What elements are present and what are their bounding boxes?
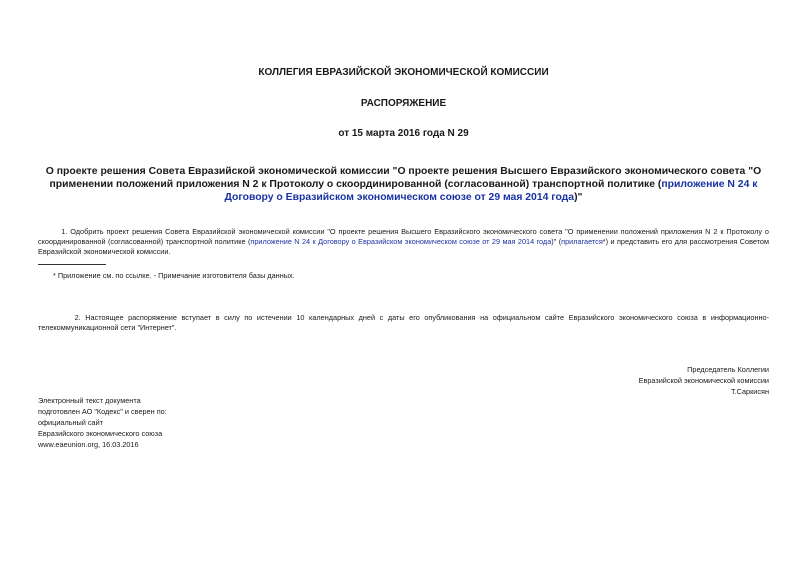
title-tail: )": [574, 192, 583, 203]
treaty-link[interactable]: приложение N 24 к Договору о Евразийском экономическом союзе от 29 мая 2014 года: [250, 237, 552, 246]
issuer-heading: КОЛЛЕГИЯ ЕВРАЗИЙСКОЙ ЭКОНОМИЧЕСКОЙ КОМИССИИ: [258, 67, 549, 78]
document-type-heading: РАСПОРЯЖЕНИЕ: [360, 98, 447, 109]
source-note-line-2: подготовлен АО "Кодекс" и сверен по:: [38, 407, 167, 416]
source-note-line-5: www.eaeunion.org, 16.03.2016: [38, 440, 139, 449]
source-note-line-3: официальный сайт: [38, 418, 104, 427]
footnote: * Приложение см. по ссылке. - Примечание изготовителя базы данных.: [53, 271, 295, 280]
footnote-divider: [38, 264, 106, 265]
title-link[interactable]: приложение N 24 к Договору о Евразийском экономическом союзе от 29 мая 2014 года: [224, 179, 758, 203]
source-note-line-1: Электронный текст документа: [38, 396, 141, 405]
signature-position: Председатель Коллегии: [687, 365, 769, 374]
signature-name: Т.Саркисян: [730, 387, 769, 396]
attachment-link[interactable]: прилагается: [561, 237, 603, 246]
paragraph-1-text-c: *) и представить его для рассмотрения Советом Евразийской экономической комиссии.: [38, 237, 770, 256]
paragraph-1-text-a: 1. Одобрить проект решения Совета Евразийской экономической комиссии "О проекте решения Высшего Евразийского экономического совета "О применении положений приложения N 2 к Протоколу о скоординированной (согласованной) транспортной политике (: [38, 227, 769, 246]
signature-block: [639, 364, 769, 397]
source-note-line-4: Евразийского экономического союза: [38, 429, 163, 438]
document-title: [38, 165, 769, 204]
paragraph-1: [38, 227, 769, 257]
paragraph-2-text: 2. Настоящее распоряжение вступает в силу по истечении 10 календарных дней с даты его опубликования на официальном сайте Евразийского экономического союза в информационно-телекоммуникационной сети "Интернет".: [38, 313, 770, 332]
title-text: О проекте решения Совета Евразийской экономической комиссии "О проекте решения Высшего Евразийского экономического совета "О применении положений приложения N 2 к Протоколу о скоординированной (согласованной) транспортной политике (: [45, 166, 762, 190]
signature-organization: Евразийской экономической комиссии: [638, 376, 769, 385]
date-number-heading: от 15 марта 2016 года N 29: [338, 128, 469, 139]
source-note: [38, 395, 167, 450]
paragraph-1-text-b: )" (: [551, 237, 562, 246]
paragraph-2: [38, 313, 769, 333]
